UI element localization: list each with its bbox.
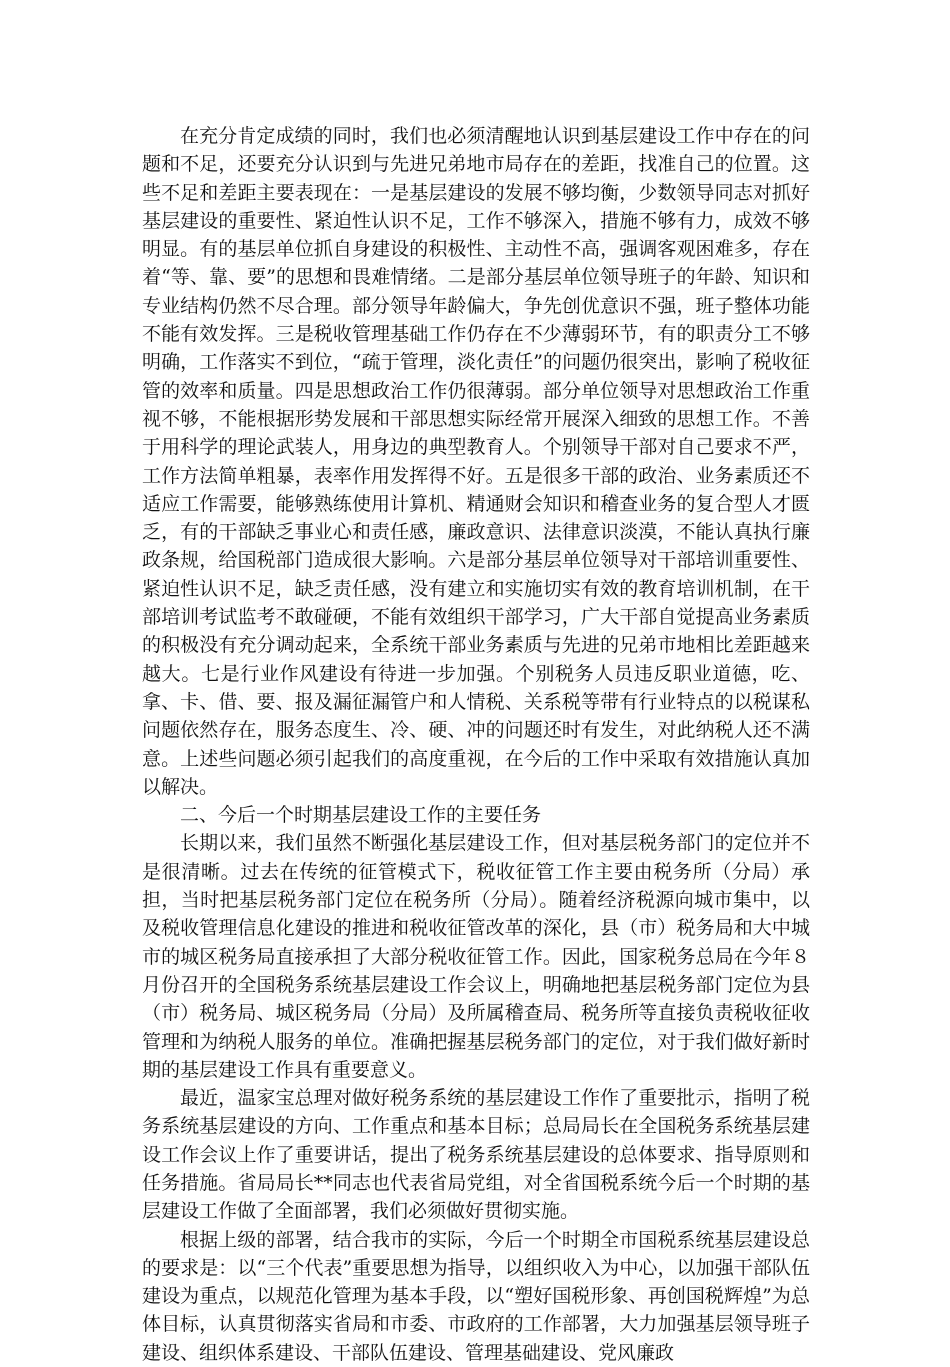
section-heading-main-tasks: 二、今后一个时期基层建设工作的主要任务 — [180, 804, 542, 827]
paragraph-requirements: 根据上级的部署，结合我市的实际，今后一个时期全市国税系统基层建设总的要求是：以“三个代表”重要思想为指导，以组织收入为中心，以加强干部队伍建设为重点，以规范化管理为基本手段，以“塑好国税形象、再创国税辉煌”为总体目标，认真贯彻落实省局和市委、市政府的工作部署，大力加强基层领导班子建设、组织体系建设、干部队伍建设、管理基础建设、党风廉政 — [142, 1228, 810, 1364]
paragraph-instructions: 最近，温家宝总理对做好税务系统的基层建设工作作了重要批示，指明了税务系统基层建设的方向、工作重点和基本目标；总局局长在全国税务系统基层建设工作会议上作了重要讲话，提出了税务系统基层建设的总体要求、指导原则和任务措施。省局局长**同志也代表省局党组，对全省国税系统今后一个时期的基层建设工作做了全面部署，我们必须做好贯彻实施。 — [142, 1087, 810, 1223]
paragraph-positioning: 长期以来，我们虽然不断强化基层建设工作，但对基层税务部门的定位并不是很清晰。过去在传统的征管模式下，税收征管工作主要由税务所（分局）承担，当时把基层税务部门定位在税务所（分局）。随着经济税源向城市集中，以及税收管理信息化建设的推进和税收征管改革的深化，县（市）税务局和大中城市的城区税务局直接承担了大部分税收征管工作。因此，国家税务总局在今年８月份召开的全国税务系统基层建设工作会议上，明确地把基层税务部门定位为县（市）税务局、城区税务局（分局）及所属稽查局、税务所等直接负责税收征收管理和为纳税人服务的单位。准确把握基层税务部门的定位，对于我们做好新时期的基层建设工作具有重要意义。 — [142, 832, 810, 1081]
document-body — [142, 122, 810, 1367]
paragraph-shortcomings: 在充分肯定成绩的同时，我们也必须清醒地认识到基层建设工作中存在的问题和不足，还要充分认识到与先进兄弟地市局存在的差距，找准自己的位置。这些不足和差距主要表现在：一是基层建设的发展不够均衡，少数领导同志对抓好基层建设的重要性、紧迫性认识不足，工作不够深入，措施不够有力，成效不够明显。有的基层单位抓自身建设的积极性、主动性不高，强调客观困难多，存在着“等、靠、要”的思想和畏难情绪。二是部分基层单位领导班子的年龄、知识和专业结构仍然不尽合理。部分领导年龄偏大，争先创优意识不强，班子整体功能不能有效发挥。三是税收管理基础工作仍存在不少薄弱环节，有的职责分工不够明确，工作落实不到位，“疏于管理，淡化责任”的问题仍很突出，影响了税收征管的效率和质量。四是思想政治工作仍很薄弱。部分单位领导对思想政治工作重视不够，不能根据形势发展和干部思想实际经常开展深入细致的思想工作。不善于用科学的理论武装人，用身边的典型教育人。个别领导干部对自己要求不严，工作方法简单粗暴，表率作用发挥得不好。五是很多干部的政治、业务素质还不适应工作需要，能够熟练使用计算机、精通财会知识和稽查业务的复合型人才匮乏，有的干部缺乏事业心和责任感，廉政意识、法律意识淡漠，不能认真执行廉政条规，给国税部门造成很大影响。六是部分基层单位领导对干部培训重要性、紧迫性认识不足，缺乏责任感，没有建立和实施切实有效的教育培训机制，在干部培训考试监考不敢碰硬，不能有效组织干部学习，广大干部自觉提高业务素质的积极没有充分调动起来，全系统干部业务素质与先进的兄弟市地相比差距越来越大。七是行业作风建设有待进一步加强。个别税务人员违反职业道德，吃、拿、卡、借、要、报及漏征漏管户和人情税、关系税等带有行业特点的以税谋私问题依然存在，服务态度生、冷、硬、冲的问题还时有发生，对此纳税人还不满意。上述些问题必须引起我们的高度重视，在今后的工作中采取有效措施认真加以解决。 — [142, 125, 810, 798]
